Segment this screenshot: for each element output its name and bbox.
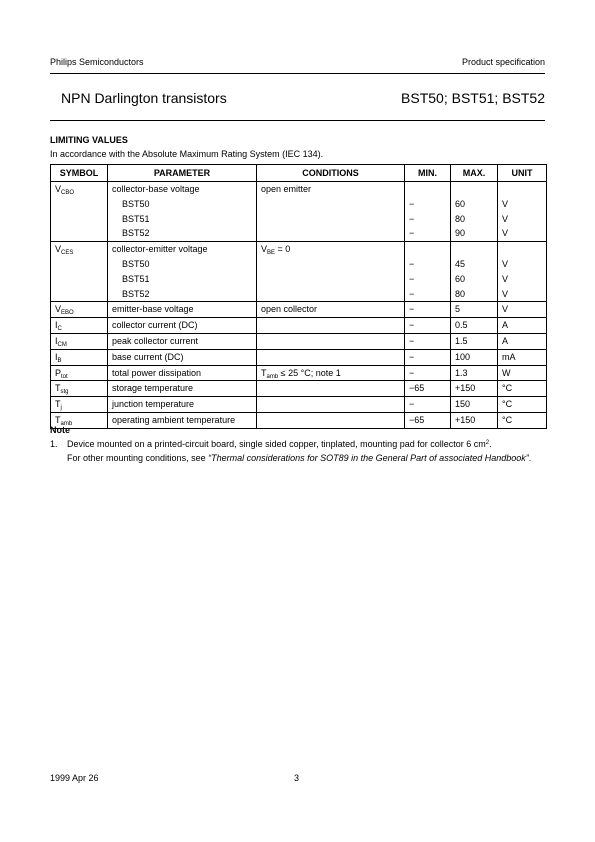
symbol-letter: I bbox=[55, 320, 58, 331]
conditions-cell bbox=[257, 242, 405, 302]
parameter-cell: junction temperature bbox=[108, 397, 257, 413]
limiting-values-table bbox=[50, 164, 547, 429]
symbol-cell bbox=[51, 318, 108, 334]
header-rule bbox=[50, 73, 545, 74]
min-cell: − bbox=[405, 349, 451, 365]
symbol-subscript: CBO bbox=[61, 190, 75, 196]
note-text bbox=[67, 439, 547, 449]
max-cell bbox=[451, 182, 498, 242]
conditions-text: ≤ 25 °C; note 1 bbox=[278, 367, 341, 378]
table-row bbox=[51, 302, 547, 318]
min-cell: −65 bbox=[405, 381, 451, 397]
table-row bbox=[51, 333, 547, 349]
conditions-cell bbox=[257, 365, 405, 381]
symbol-cell bbox=[51, 365, 108, 381]
parameter-cell: total power dissipation bbox=[108, 365, 257, 381]
conditions-cell bbox=[257, 318, 405, 334]
parameter-text: collector-base voltage bbox=[112, 184, 200, 194]
symbol-subscript: amb bbox=[60, 420, 73, 427]
min-value: − bbox=[409, 273, 415, 284]
max-cell: 1.5 bbox=[451, 333, 498, 349]
note-title: Note bbox=[50, 425, 70, 435]
parameter-cell: base current (DC) bbox=[108, 349, 257, 365]
conditions-subscript: BE bbox=[267, 250, 276, 257]
part-label: BST50 bbox=[122, 258, 150, 269]
unit-cell bbox=[498, 182, 547, 242]
unit-value: V bbox=[502, 288, 509, 299]
table-row bbox=[51, 182, 547, 242]
parameter-cell bbox=[108, 242, 257, 302]
document-type: Product specification bbox=[461, 57, 545, 67]
table-row bbox=[51, 381, 547, 397]
symbol-cell bbox=[51, 397, 108, 413]
part-label: BST52 bbox=[122, 228, 150, 239]
conditions-symbol: V bbox=[261, 244, 268, 255]
note-lead-text: For other mounting conditions, see bbox=[67, 453, 209, 463]
min-cell bbox=[405, 182, 451, 242]
unit-cell: °C bbox=[498, 381, 547, 397]
conditions-text: = 0 bbox=[275, 244, 291, 255]
symbol-letter: I bbox=[55, 335, 58, 346]
max-cell: +150 bbox=[451, 381, 498, 397]
max-value: 80 bbox=[455, 288, 466, 299]
table-row bbox=[51, 349, 547, 365]
unit-cell: °C bbox=[498, 397, 547, 413]
conditions-symbol: T bbox=[261, 367, 267, 378]
min-cell: − bbox=[405, 333, 451, 349]
section-heading: LIMITING VALUES bbox=[50, 135, 128, 145]
symbol-cell bbox=[51, 349, 108, 365]
company-name: Philips Semiconductors bbox=[50, 57, 144, 67]
symbol-subscript: CES bbox=[61, 250, 74, 257]
min-value: − bbox=[409, 258, 415, 269]
column-header: CONDITIONS bbox=[257, 165, 405, 182]
symbol-subscript: EBO bbox=[61, 310, 74, 317]
column-header: SYMBOL bbox=[51, 165, 108, 182]
conditions-cell bbox=[257, 412, 405, 428]
column-header: MIN. bbox=[405, 165, 451, 182]
table-row bbox=[51, 397, 547, 413]
conditions-text: open emitter bbox=[261, 184, 312, 194]
symbol-subscript: B bbox=[57, 357, 62, 364]
parameter-cell: peak collector current bbox=[108, 333, 257, 349]
parameter-cell bbox=[108, 182, 257, 242]
min-value: − bbox=[409, 288, 415, 299]
unit-cell bbox=[498, 242, 547, 302]
table-row bbox=[51, 318, 547, 334]
symbol-subscript: C bbox=[57, 326, 62, 333]
max-cell: 1.3 bbox=[451, 365, 498, 381]
symbol-cell bbox=[51, 242, 108, 302]
unit-value: V bbox=[502, 213, 509, 224]
table-row bbox=[51, 242, 547, 302]
max-cell: 0.5 bbox=[451, 318, 498, 334]
footer-date: 1999 Apr 26 bbox=[50, 773, 99, 783]
symbol-letter: T bbox=[55, 383, 61, 394]
min-cell: −65 bbox=[405, 412, 451, 428]
title-rule bbox=[50, 120, 545, 121]
note-end: . bbox=[489, 439, 492, 449]
max-cell: 150 bbox=[451, 397, 498, 413]
unit-value: V bbox=[502, 198, 509, 209]
note-main-text: Device mounted on a printed-circuit board, single sided copper, tinplated, mounting pad for collector 6 cm bbox=[67, 439, 486, 449]
unit-cell: °C bbox=[498, 412, 547, 428]
symbol-subscript: j bbox=[60, 405, 62, 412]
note-superscript: 2 bbox=[485, 440, 490, 446]
parameter-cell: storage temperature bbox=[108, 381, 257, 397]
unit-cell: A bbox=[498, 318, 547, 334]
page-number: 3 bbox=[294, 773, 300, 783]
parameter-cell: collector current (DC) bbox=[108, 318, 257, 334]
conditions-subscript: amb bbox=[266, 373, 279, 380]
max-value: 90 bbox=[455, 228, 466, 239]
min-cell: − bbox=[405, 397, 451, 413]
conditions-cell bbox=[257, 349, 405, 365]
unit-value: V bbox=[502, 228, 509, 239]
min-cell bbox=[405, 242, 451, 302]
unit-cell: A bbox=[498, 333, 547, 349]
symbol-letter: T bbox=[55, 414, 61, 425]
symbol-subscript: stg bbox=[60, 389, 69, 396]
conditions-cell bbox=[257, 182, 405, 242]
symbol-cell bbox=[51, 381, 108, 397]
max-value: 60 bbox=[455, 198, 466, 209]
part-label: BST50 bbox=[122, 198, 150, 209]
symbol-letter: V bbox=[55, 244, 62, 255]
min-value: − bbox=[409, 198, 415, 209]
document-title: NPN Darlington transistors bbox=[61, 90, 227, 106]
symbol-letter: I bbox=[55, 351, 58, 362]
note-number: 1. bbox=[50, 439, 58, 449]
part-numbers: BST50; BST51; BST52 bbox=[401, 90, 545, 106]
min-cell: − bbox=[405, 302, 451, 318]
parameter-cell: operating ambient temperature bbox=[108, 412, 257, 428]
max-value: 45 bbox=[455, 258, 466, 269]
symbol-letter: P bbox=[55, 367, 62, 378]
symbol-letter: T bbox=[55, 399, 61, 410]
conditions-cell: open collector bbox=[257, 302, 405, 318]
max-cell bbox=[451, 242, 498, 302]
max-cell: 100 bbox=[451, 349, 498, 365]
unit-value: V bbox=[502, 258, 509, 269]
table-row bbox=[51, 412, 547, 428]
table-header-row bbox=[51, 165, 547, 182]
max-value: 60 bbox=[455, 273, 466, 284]
min-value: − bbox=[409, 228, 415, 239]
symbol-cell bbox=[51, 302, 108, 318]
column-header: PARAMETER bbox=[108, 165, 257, 182]
conditions-cell bbox=[257, 397, 405, 413]
part-label: BST51 bbox=[122, 273, 150, 284]
note-text-second-line bbox=[67, 453, 547, 463]
part-label: BST51 bbox=[122, 213, 150, 224]
conditions-cell bbox=[257, 333, 405, 349]
symbol-subscript: CM bbox=[57, 341, 67, 348]
max-cell: 5 bbox=[451, 302, 498, 318]
column-header: UNIT bbox=[498, 165, 547, 182]
max-cell: +150 bbox=[451, 412, 498, 428]
min-cell: − bbox=[405, 365, 451, 381]
symbol-letter: V bbox=[55, 184, 62, 194]
max-value: 80 bbox=[455, 213, 466, 224]
section-subtitle: In accordance with the Absolute Maximum Rating System (IEC 134). bbox=[50, 149, 324, 159]
symbol-subscript: tot bbox=[61, 373, 68, 380]
unit-cell: mA bbox=[498, 349, 547, 365]
note-end: . bbox=[528, 453, 532, 463]
symbol-letter: V bbox=[55, 304, 62, 315]
table-row bbox=[51, 365, 547, 381]
unit-value: V bbox=[502, 273, 509, 284]
parameter-cell: emitter-base voltage bbox=[108, 302, 257, 318]
min-cell: − bbox=[405, 318, 451, 334]
conditions-cell bbox=[257, 381, 405, 397]
symbol-cell bbox=[51, 182, 108, 242]
note-reference: “Thermal considerations for SOT89 in the General Part of associated Handbook” bbox=[208, 453, 529, 463]
min-value: − bbox=[409, 213, 415, 224]
unit-cell: V bbox=[498, 302, 547, 318]
symbol-cell bbox=[51, 333, 108, 349]
parameter-text: collector-emitter voltage bbox=[112, 244, 208, 255]
part-label: BST52 bbox=[122, 288, 150, 299]
unit-cell: W bbox=[498, 365, 547, 381]
column-header: MAX. bbox=[451, 165, 498, 182]
